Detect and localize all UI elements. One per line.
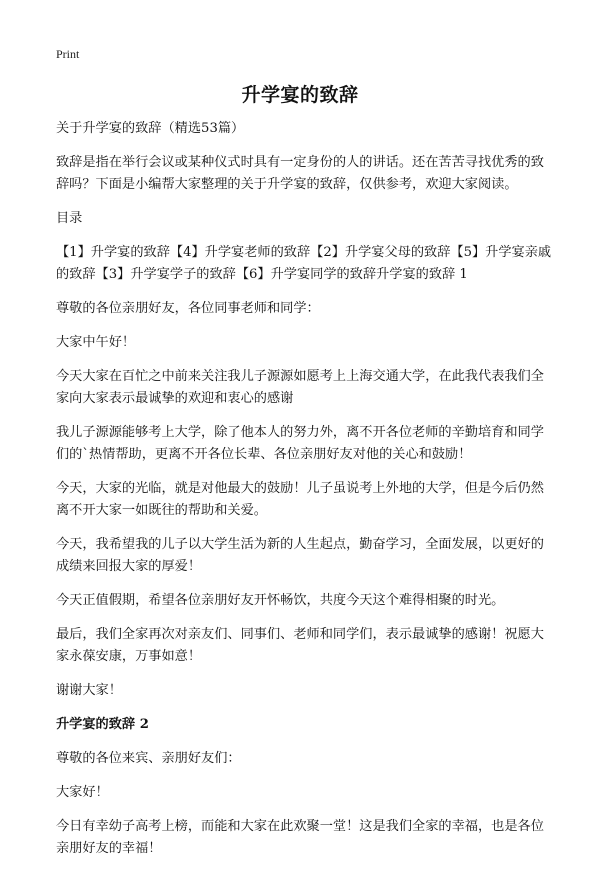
section2-heading: 升学宴的致辞 2 (56, 717, 149, 732)
speech1-closing: 谢谢大家！ (56, 683, 122, 698)
speech1-salutation: 尊敬的各位亲朋好友，各位同事老师和同学： (56, 301, 320, 316)
speech1-paragraph: 最后，我们全家再次对亲友们、同事们、老师和同学们，表示最诚挚的感谢！祝愿大家永葆安康，万事如意！ (56, 627, 544, 664)
document-body (56, 118, 552, 872)
toc-links[interactable]: 【1】升学宴的致辞【4】升学宴老师的致辞【2】升学宴父母的致辞【5】升学宴亲戚的致辞【3】升学宴学子的致辞【6】升学宴同学的致辞升学宴的致辞 1 (56, 245, 552, 282)
speech1-paragraph: 今天，大家的光临，就是对他最大的鼓励！儿子虽说考上外地的大学，但是今后仍然离不开大家一如既往的帮助和关爱。 (56, 481, 544, 518)
subtitle: 关于升学宴的致辞（精选53篇） (56, 121, 245, 136)
print-link[interactable]: Print (56, 47, 80, 61)
toc-label: 目录 (56, 211, 83, 226)
speech1-paragraph: 今天，我希望我的儿子以大学生活为新的人生起点，勤奋学习，全面发展，以更好的成绩来回报大家的厚爱！ (56, 537, 544, 574)
speech1-greeting: 大家中午好！ (56, 335, 136, 350)
speech1-paragraph: 今天大家在百忙之中前来关注我儿子源源如愿考上上海交通大学，在此我代表我们全家向大家表示最诚挚的欢迎和衷心的感谢 (56, 369, 544, 406)
speech2-paragraph: 今日有幸幼子高考上榜，而能和大家在此欢聚一堂！这是我们全家的幸福，也是各位亲朋好友的幸福！ (56, 819, 544, 856)
speech2-salutation: 尊敬的各位来宾、亲朋好友们： (56, 751, 241, 766)
speech2-greeting: 大家好！ (56, 785, 109, 800)
speech1-paragraph: 我儿子源源能够考上大学，除了他本人的努力外，离不开各位老师的辛勤培育和同学们的`热情帮助，更离不开各位长辈、各位亲朋好友对他的关心和鼓励！ (56, 425, 544, 462)
intro-paragraph: 致辞是指在举行会议或某种仪式时具有一定身份的人的讲话。还在苦苦寻找优秀的致辞吗？下面是小编帮大家整理的关于升学宴的致辞，仅供参考，欢迎大家阅读。 (56, 155, 544, 192)
page-title: 升学宴的致辞 (241, 84, 359, 106)
speech1-paragraph: 今天正值假期，希望各位亲朋好友开怀畅饮，共度今天这个难得相聚的时光。 (56, 593, 505, 608)
